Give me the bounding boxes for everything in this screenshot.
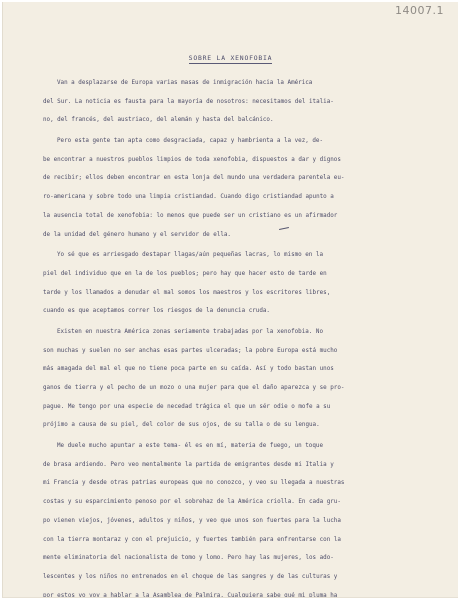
- text-line: Yo sé que es arriesgado destapar llagas/aún pequeñas lacras, lo mismo en la: [57, 252, 323, 259]
- document-title: [3, 54, 458, 62]
- text-line: de brasa ardiendo. Pero veo mentalmente la partida de emigrantes desde mi Italia y: [43, 461, 334, 468]
- document-page: [2, 2, 458, 598]
- text-line: la ausencia total de xenofobia: lo menos que puede ser un cristiano es un afirmador: [43, 212, 338, 219]
- text-line: ganos de tierra y el pecho de un mozo o una mujer para que el daño aparezca y se pro-: [43, 385, 345, 391]
- text-line: Me duele mucho apuntar a este tema- él es en mí, materia de fuego, un toque: [57, 443, 323, 450]
- text-line: más amagada del mal el que no tiene poca parte en su caída. Así y todo bastan unos: [43, 366, 334, 373]
- text-line: cuando es que aceptamos correr los riesgos de la denuncia cruda.: [43, 308, 270, 315]
- text-line: po vienen viejos, jóvenes, adultos y niños, y veo que unos son fuertes para la lucha: [43, 517, 341, 524]
- text-line: be encontrar a nuestros pueblos limpios de toda xenofobia, dispuestos a dar y dignos: [43, 156, 341, 163]
- text-line: Existen en nuestra América zonas seriamente trabajadas por la xenofobia. No: [57, 328, 323, 335]
- text-line: prójimo a causa de su piel, del color de sus ojos, de su talla o de su lengua.: [43, 422, 320, 429]
- text-line: ro-americana y sobre todo una limpia cristiandad. Cuando digo cristiandad apunto a: [43, 194, 334, 201]
- text-line: lescentes y los niños no entrenados en el choque de las sangres y de las culturas y: [43, 573, 338, 580]
- text-line: de recibir; ellos deben encontrar en esta lonja del mundo una verdadera parentela eu-: [43, 175, 345, 182]
- text-line: pague. Me tengo por una especie de necedad trágica el que un sér odie o mofe a su: [43, 403, 331, 410]
- text-line: mente eliminatoria del nacionalista de tomo y lomo. Pero hay las mujeres, los ado-: [43, 555, 334, 562]
- archive-reference-number: 14007.1: [395, 4, 444, 17]
- text-line: son muchas y suelen no ser anchas esas partes ulceradas; la pobre Europa está mucho: [43, 347, 338, 354]
- document-title-text: SOBRE LA XENOFOBIA: [188, 54, 273, 62]
- text-line: del Sur. La noticia es fausta para la mayoría de nosotros: necesitamos del italia-: [43, 98, 334, 105]
- text-line: costas y su esparcimiento penoso por el sobrehaz de la América criolla. En cada gru-: [43, 499, 341, 506]
- text-line: mi Francia y desde otras patrias europeas que no conozco, y veo su llegada a nuestras: [43, 480, 345, 487]
- text-line: tarde y los llamados a denudar el mal somos los maestros y los escritores libres,: [43, 289, 331, 296]
- text-line: con la tierra montaraz y con el prejuicio, y fuertes también para enfrentarse con la: [43, 536, 341, 543]
- text-line: por estos yo voy a hablar a la Asamblea de Palmira. Cualquiera sabe qué mi pluma ha: [43, 592, 338, 598]
- text-line: piel del individuo que en la de los pueblos; pero hay que hacer esto de tarde en: [43, 270, 327, 277]
- text-line: Van a desplazarse de Europa varias masas de inmigración hacia la América: [57, 80, 313, 86]
- text-line: Pero esta gente tan apta como desgraciada, capaz y hambrienta a la vez, de-: [57, 138, 323, 145]
- document-body: [43, 74, 439, 598]
- text-line: de la unidad del género humano y el servidor de ella.: [43, 231, 231, 238]
- text-line: no, del francés, del austriaco, del alemán y hasta del balcánico.: [43, 117, 274, 124]
